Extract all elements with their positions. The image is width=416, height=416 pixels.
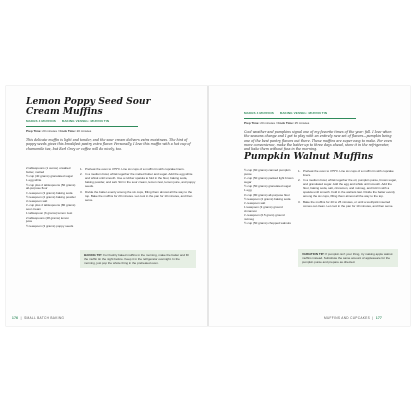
step-item: 1. Preheat the oven to 375°F. Line six cups of a muffin tin with cupcake liners. — [298, 169, 394, 177]
baking-tip-box — [80, 250, 196, 268]
ingredient-item: ¼ teaspoon (0.5 gram) ground nutmeg — [244, 213, 285, 222]
tip-text: For freshly baked muffins in the morning, make the batter and fill the muffin tin the night before. Keep it in the refrigerator overnight. In the morning, just pop the whole thing in the preheated oven. — [84, 253, 189, 265]
recipe-title: Lemon Poppy Seed Sour Cream Muffins — [26, 96, 151, 117]
ingredient-item: ¼ cup (50 grams) packed light brown sugar — [244, 176, 294, 184]
cook-label: Cook Time: — [59, 129, 76, 133]
step-item: 2. In a medium bowl, whisk together the melted butter and sugar. Add the egg white and whisk until smooth. Use a rubber spatula to fold in the flour, baking soda, baking powder, and salt. Stir in the sour cream, lemon zest, lemon juice, and poppy seeds. — [80, 172, 196, 189]
recipe-times: Prep Time: 20 minutes / Cook Time: 25 minutes — [244, 121, 310, 125]
tip-text: If pumpkin isn't your thing, try making apple walnut muffins instead. Substitute the same amount of applesauce for the pumpkin purée and prepare as directed. — [302, 252, 393, 264]
ingredient-item: ⅔ cup (80 grams) all-purpose flour — [244, 192, 290, 197]
prep-label: Prep Time: — [244, 121, 260, 125]
step-item: 2. In a medium bowl, whisk together the oil, pumpkin purée, brown sugar, and granulated sugar. Add the egg and whisk until smooth. Add the flour, baking soda, salt, cinnamon, and nutmeg, and fold in with a spatula until smooth. Fold in the walnuts last. Divide the batter evenly among the six cups, filling them almost all the way to the top. — [298, 178, 397, 199]
meta-rule — [244, 118, 356, 119]
makes-value: 4 MUFFINS — [38, 119, 56, 123]
ingredient-item: 2 tablespoons (28 grams) lemon juice — [26, 215, 70, 224]
page-number: 177 — [375, 316, 383, 320]
ingredient-item: ¾ teaspoon (3 grams) baking soda — [26, 190, 73, 195]
vessel-value: MUFFIN TIN — [308, 111, 328, 115]
recipe-intro: Cool weather and pumpkins signal one of my favorite times of the year: fall. I love when the seasons change and I get to play with an entirely new set of flavors—pumpkin being one of the best pantry flavors out there. These muffins are super easy to make. For even more convenience, make the batter up to three days ahead, store it in the refrigerator, and bake them without fuss in the morning. — [244, 130, 392, 152]
ingredient-item: ½ teaspoon (2 grams) baking soda — [244, 196, 291, 201]
right-page — [214, 86, 402, 326]
vessel-label: BAKING VESSEL: — [279, 111, 308, 115]
running-head: SMALL BATCH BAKING — [24, 316, 65, 320]
ingredient-item: 2 tablespoons (1 ounce) unsalted butter, melted — [26, 166, 71, 174]
step-item: 1. Preheat the oven to 375°F. Line six cups of a muffin tin with cupcake liners. — [80, 167, 185, 171]
tip-label: VARIATION TIP: — [302, 252, 325, 256]
recipe-title: Pumpkin Walnut Muffins — [244, 151, 374, 162]
cook-value: 20 minutes — [76, 129, 92, 133]
ingredient-item: ½ cup plus 2 tablespoons (50 grams) all-purpose flour — [26, 182, 76, 191]
book-gutter — [207, 86, 209, 326]
tip-label: BAKING TIP: — [84, 253, 103, 257]
makes-label: MAKES — [26, 119, 38, 123]
running-head: MUFFINS AND CUPCAKES — [324, 316, 371, 320]
recipe-meta — [244, 111, 332, 116]
ingredient-item: ½ cup (50 grams) chopped walnuts — [244, 221, 291, 226]
ingredient-list — [26, 167, 76, 229]
step-list — [298, 169, 398, 209]
prep-label: Prep Time: — [26, 129, 42, 133]
vessel-value: MUFFIN TIN — [90, 119, 110, 123]
ingredient-item: ¼ cup plus 2 tablespoons (80 grams) sour cream — [26, 203, 76, 212]
cook-label: Cook Time: — [277, 121, 294, 125]
recipe-meta — [26, 119, 114, 124]
meta-rule — [26, 126, 138, 127]
page-footer: MUFFINS AND CUPCAKES | 177 — [324, 316, 383, 320]
ingredient-item: 1 egg — [244, 188, 252, 193]
ingredient-item: ½ teaspoon (3 grams) poppy seeds — [26, 223, 74, 228]
ingredient-item: ⅛ teaspoon salt — [26, 199, 48, 204]
variation-tip-box — [298, 249, 398, 267]
left-page — [12, 86, 204, 326]
recipe-intro: This delicate muffin is light and tender, and the sour cream delivers extra moistness. The hint of poppy seeds gives this breakfast pastry extra flavor. Personally, I love this muffin with a hot cup of chamomile tea, but Earl Grey or coffee will do nicely, too. — [26, 138, 191, 151]
recipe-times: Prep Time: 20 minutes / Cook Time: 20 minutes — [26, 129, 92, 133]
ingredient-item: ½ teaspoon (2 grams) baking powder — [26, 194, 76, 199]
book-spread — [6, 86, 410, 326]
step-list — [80, 167, 196, 203]
cook-value: 25 minutes — [294, 121, 310, 125]
page-number: 176 — [12, 316, 19, 320]
step-item: 3. Bake the muffins for 20 to 25 minutes, or until a toothpick inserted comes out clean. Let cool in the pan for 10 minutes, and then serve. — [298, 199, 394, 208]
prep-value: 20 minutes — [42, 129, 57, 133]
ingredient-item: 1 tablespoon (6 grams) lemon zest — [26, 211, 73, 216]
step-item: 3. Divide the batter evenly among the six cups, filling them almost all the way to the top. Bake the muffins for 20 minutes. Let cool in the pan for 10 minutes, and then serve. — [80, 189, 193, 202]
vessel-label: BAKING VESSEL: — [61, 119, 90, 123]
ingredient-item: ½ cup (60 grams) canned pumpkin purée — [244, 168, 291, 176]
ingredient-item: ½ cup (50 grams) granulated sugar — [244, 184, 291, 188]
makes-value: 4 MUFFINS — [256, 111, 274, 115]
makes-label: MAKES — [244, 111, 256, 115]
ingredient-item: ½ cup (40 grams) granulated sugar — [26, 174, 73, 178]
prep-value: 20 minutes — [260, 121, 275, 125]
ingredient-item: 1 teaspoon (3 grams) ground cinnamon — [244, 205, 283, 214]
ingredient-list — [244, 169, 294, 227]
ingredient-item: ¼ teaspoon salt — [244, 201, 266, 206]
ingredient-item: 1 egg white — [26, 178, 42, 183]
page-footer: 176 | SMALL BATCH BAKING — [12, 316, 65, 320]
